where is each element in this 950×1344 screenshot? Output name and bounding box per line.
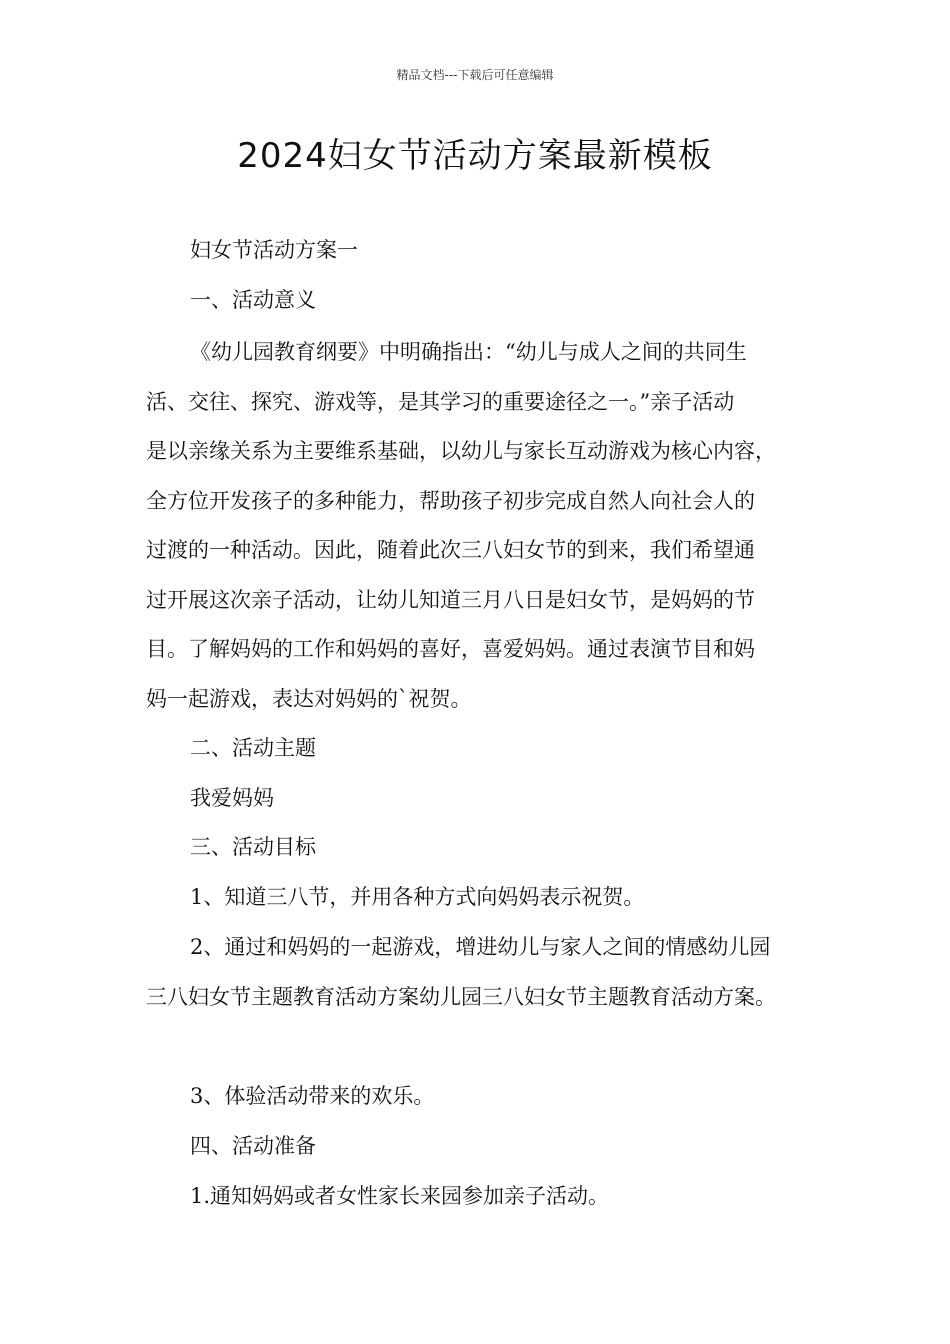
goal-item-continued: 三八妇女节主题教育活动方案幼儿园三八妇女节主题教育活动方案。: [146, 985, 776, 1009]
section-heading-goals: 三、活动目标: [190, 835, 316, 859]
theme-text: 我爱妈妈: [190, 786, 274, 810]
section-heading-meaning: 一、活动意义: [190, 288, 316, 312]
paragraph-line: 妈一起游戏，表达对妈妈的`祝贺。: [146, 687, 472, 711]
page-header: 精品文档---下载后可任意编辑: [396, 68, 554, 82]
goal-item: 2、通过和妈妈的一起游戏，增进幼儿与家人之间的情感幼儿园: [190, 935, 771, 959]
plan-heading: 妇女节活动方案一: [190, 238, 358, 262]
section-heading-theme: 二、活动主题: [190, 736, 316, 760]
paragraph-line: 全方位开发孩子的多种能力，帮助孩子初步完成自然人向社会人的: [146, 489, 755, 513]
section-heading-preparation: 四、活动准备: [190, 1134, 316, 1158]
preparation-item: 1.通知妈妈或者女性家长来园参加亲子活动。: [190, 1184, 610, 1208]
paragraph-line: 目。了解妈妈的工作和妈妈的喜好，喜爱妈妈。通过表演节目和妈: [146, 637, 755, 661]
paragraph-line: 是以亲缘关系为主要维系基础，以幼儿与家长互动游戏为核心内容，: [146, 439, 776, 463]
paragraph-line: 活、交往、探究、游戏等，是其学习的重要途径之一。”亲子活动: [146, 390, 735, 414]
goal-item: 3、体验活动带来的欢乐。: [190, 1084, 435, 1108]
paragraph-line: 过渡的一种活动。因此，随着此次三八妇女节的到来，我们希望通: [146, 538, 755, 562]
goal-item: 1、知道三八节，并用各种方式向妈妈表示祝贺。: [190, 885, 645, 909]
page-title: 2024妇女节活动方案最新模板: [237, 136, 713, 176]
paragraph-line: 《幼儿园教育纲要》中明确指出：“幼儿与成人之间的共同生: [190, 340, 747, 364]
paragraph-line: 过开展这次亲子活动，让幼儿知道三月八日是妇女节，是妈妈的节: [146, 588, 755, 612]
